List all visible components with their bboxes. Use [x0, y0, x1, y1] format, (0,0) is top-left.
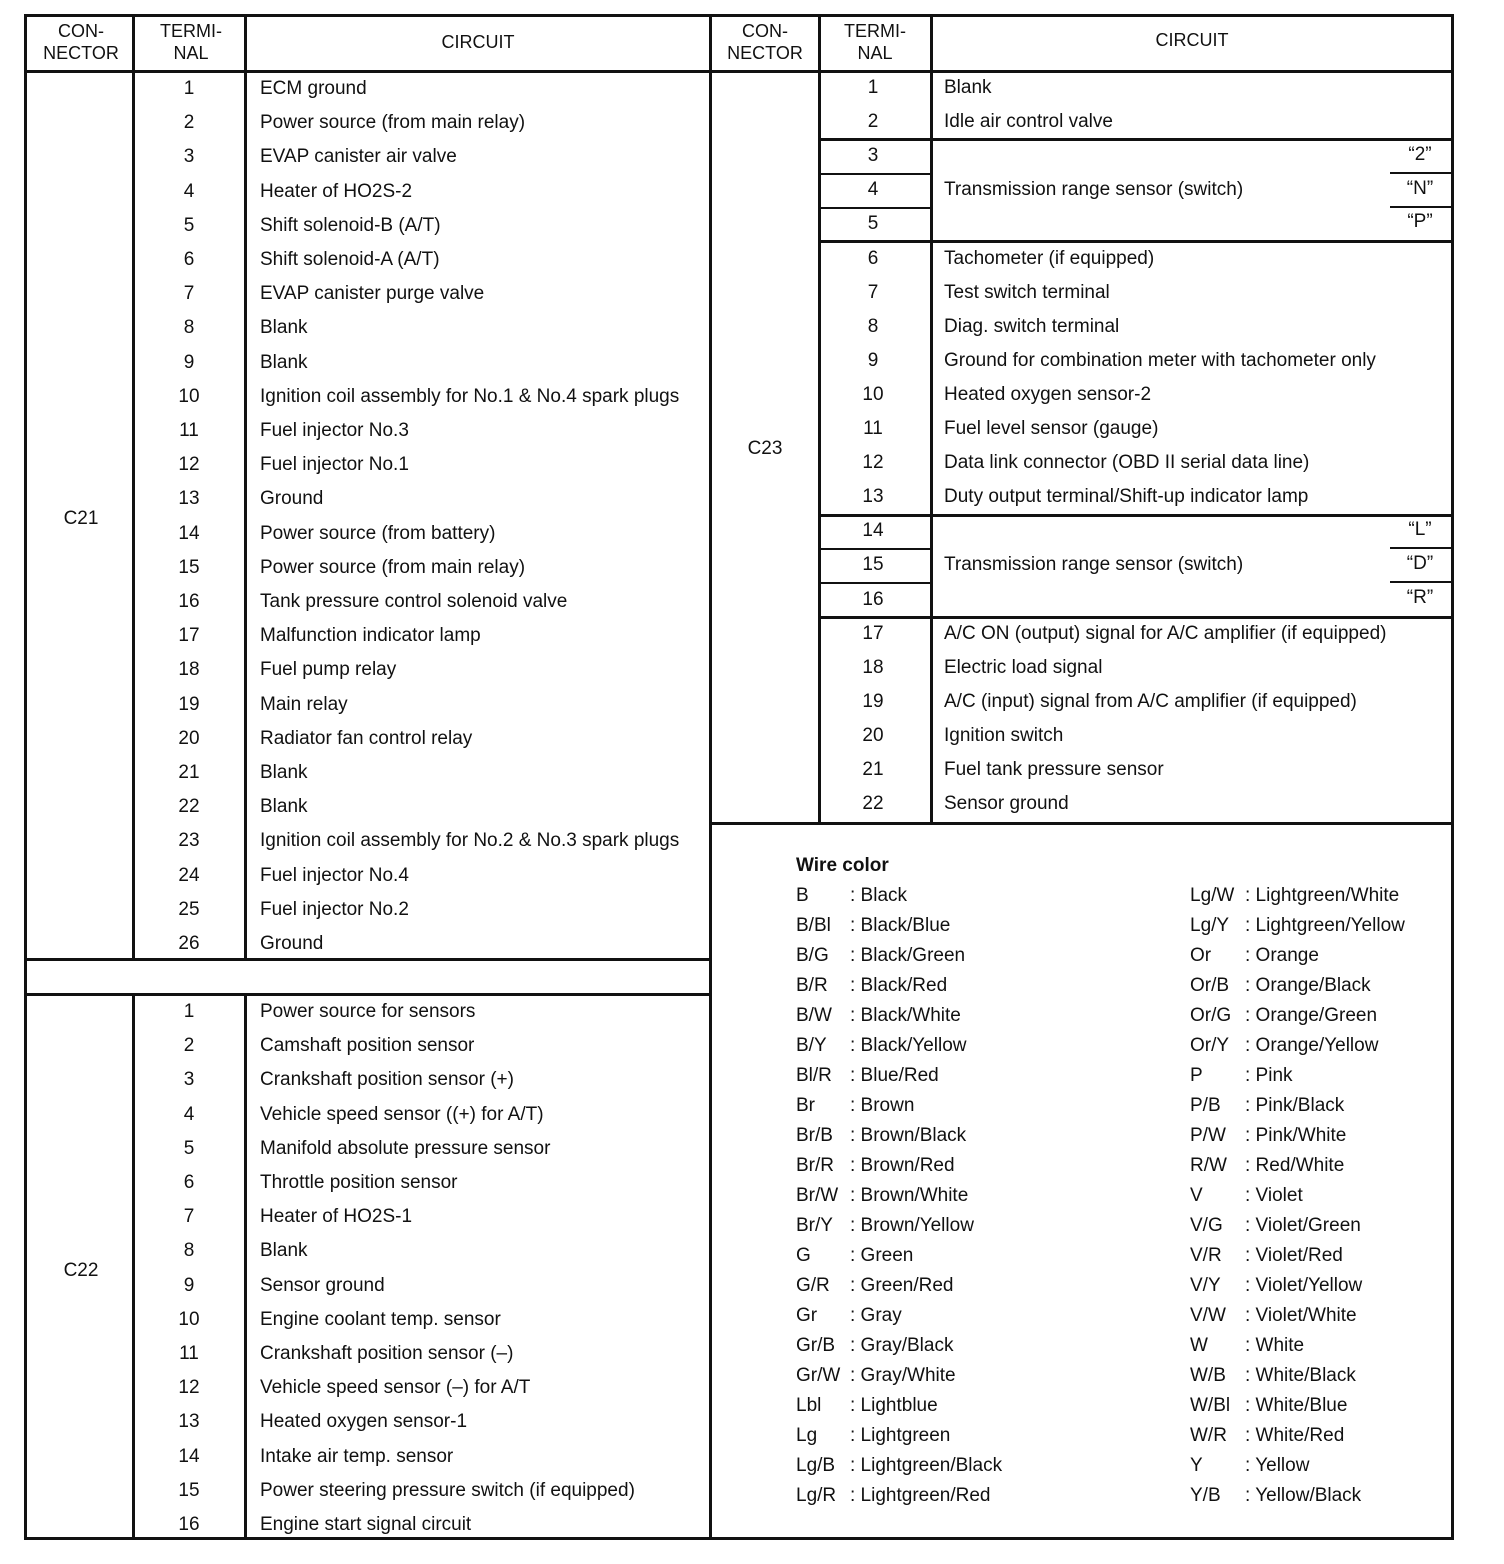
circuit-name: Sensor ground — [944, 793, 1069, 814]
table-row — [136, 1440, 706, 1474]
circuit-name: EVAP canister purge valve — [260, 283, 485, 304]
terminal-number: 16 — [178, 591, 200, 612]
terminal-number: 18 — [862, 657, 884, 678]
table-row — [820, 173, 1450, 207]
terminal-number: 15 — [178, 557, 200, 578]
terminal-number: 12 — [178, 1377, 200, 1398]
wire-color-code: P/B — [1190, 1095, 1221, 1116]
wire-color-code: Or — [1190, 945, 1212, 966]
circuit-name: Intake air temp. sensor — [260, 1446, 454, 1467]
terminal-number: 8 — [183, 1240, 195, 1261]
circuit-name: Blank — [944, 77, 992, 98]
circuit-name: EVAP canister air valve — [260, 146, 457, 167]
table-row — [136, 414, 706, 448]
wire-color-name: : Brown/Red — [850, 1155, 955, 1176]
circuit-name: Crankshaft position sensor (–) — [260, 1343, 514, 1364]
left-circuit-header: CIRCUIT — [441, 32, 515, 52]
terminal-number: 11 — [179, 1343, 199, 1364]
circuit-name: Fuel injector No.4 — [260, 865, 409, 886]
wire-color-name: : Gray — [850, 1305, 902, 1326]
wire-color-code: B/Y — [796, 1035, 827, 1056]
terminal-number: 26 — [178, 933, 200, 954]
circuit-name: Power source (from main relay) — [260, 557, 526, 578]
wire-color-name: : Pink/Black — [1245, 1095, 1345, 1116]
circuit-name: Power steering pressure switch (if equipped) — [260, 1480, 635, 1501]
circuit-name: Heated oxygen sensor-1 — [260, 1411, 468, 1432]
terminal-number: 11 — [179, 420, 199, 441]
table-row — [136, 893, 706, 927]
table-row — [820, 548, 1450, 582]
wire-color-code: V/G — [1190, 1215, 1223, 1236]
table-row — [136, 551, 706, 585]
wire-color-code: Lg — [796, 1425, 818, 1446]
circuit-name: Malfunction indicator lamp — [260, 625, 481, 646]
circuit-name: Idle air control valve — [944, 111, 1113, 132]
circuit-name: Main relay — [260, 694, 348, 715]
table-row — [136, 1132, 706, 1166]
wire-color-name: : Brown/Black — [850, 1125, 967, 1146]
circuit-name: Engine coolant temp. sensor — [260, 1309, 501, 1330]
circuit-name: Test switch terminal — [944, 282, 1110, 303]
table-row — [136, 1337, 706, 1371]
table-row — [136, 824, 706, 858]
terminal-number: 14 — [178, 523, 200, 544]
circuit-name: Heater of HO2S-2 — [260, 181, 413, 202]
circuit-name: Radiator fan control relay — [260, 728, 473, 749]
terminal-number: 2 — [183, 1035, 195, 1056]
table-row — [136, 619, 706, 653]
wire-color-name: : Pink — [1245, 1065, 1293, 1086]
wire-color-code: R/W — [1190, 1155, 1227, 1176]
table-row — [820, 480, 1450, 514]
table-row — [820, 344, 1450, 378]
circuit-name: Sensor ground — [260, 1275, 385, 1296]
terminal-number: 3 — [183, 146, 195, 167]
circuit-name: Ignition switch — [944, 725, 1064, 746]
wire-color-code: W/B — [1190, 1365, 1226, 1386]
terminal-number: 13 — [862, 486, 884, 507]
wire-color-name: : Orange/Black — [1245, 975, 1371, 996]
wire-color-name: : Brown — [850, 1095, 915, 1116]
circuit-name: Ground for combination meter with tachometer only — [944, 350, 1376, 371]
terminal-number: 3 — [183, 1069, 195, 1090]
wire-color-name: : Violet/Yellow — [1245, 1275, 1363, 1296]
table-row — [136, 1029, 706, 1063]
terminal-number: 12 — [862, 452, 884, 473]
circuit-name: A/C ON (output) signal for A/C amplifier (if equipped) — [944, 623, 1387, 644]
wire-color-name: : Lightgreen/White — [1245, 885, 1400, 906]
table-row — [136, 311, 706, 345]
wire-color-code: V/R — [1190, 1245, 1222, 1266]
table-row — [136, 790, 706, 824]
terminal-number: 5 — [867, 213, 879, 234]
table-row — [820, 207, 1450, 241]
terminal-number: 9 — [183, 352, 195, 373]
circuit-name: Blank — [260, 317, 308, 338]
terminal-number: 4 — [183, 181, 195, 202]
table-row — [136, 209, 706, 243]
table-row — [136, 106, 706, 140]
table-row — [136, 859, 706, 893]
table-row — [136, 995, 706, 1029]
circuit-name: Power source for sensors — [260, 1001, 476, 1022]
table-row — [136, 722, 706, 756]
terminal-number: 25 — [178, 899, 200, 920]
table-row — [820, 685, 1450, 719]
terminal-number: 10 — [862, 384, 884, 405]
wire-color-name: : Black/Yellow — [850, 1035, 967, 1056]
table-row — [136, 1063, 706, 1097]
circuit-name: A/C (input) signal from A/C amplifier (if equipped) — [944, 691, 1357, 712]
circuit-name: Tank pressure control solenoid valve — [260, 591, 568, 612]
table-row — [136, 448, 706, 482]
terminal-number: 20 — [178, 728, 200, 749]
table-row — [136, 653, 706, 687]
wire-color-name: : Green/Red — [850, 1275, 954, 1296]
table-row — [820, 71, 1450, 105]
table-row — [820, 617, 1450, 651]
table-row — [136, 1234, 706, 1268]
circuit-name: Throttle position sensor — [260, 1172, 458, 1193]
circuit-name: Ignition coil assembly for No.1 & No.4 spark plugs — [260, 386, 680, 407]
wire-color-name: : Lightgreen/Red — [850, 1485, 991, 1506]
c23-bottom-rule — [709, 822, 1454, 825]
terminal-number: 17 — [862, 623, 884, 644]
terminal-number: 17 — [178, 625, 200, 646]
terminal-number: 10 — [178, 1309, 200, 1330]
circuit-name: Blank — [260, 796, 308, 817]
circuit-name: Diag. switch terminal — [944, 316, 1120, 337]
circuit-name: Engine start signal circuit — [260, 1514, 472, 1535]
wire-color-code: Or/B — [1190, 975, 1230, 996]
table-row — [820, 412, 1450, 446]
terminal-number: 13 — [178, 488, 200, 509]
wire-color-code: Gr — [796, 1305, 818, 1326]
wire-color-code: Br/Y — [796, 1215, 833, 1236]
terminal-number: 15 — [862, 554, 884, 575]
terminal-number: 22 — [178, 796, 200, 817]
circuit-name: Data link connector (OBD II serial data line) — [944, 452, 1310, 473]
table-row — [136, 1405, 706, 1439]
wire-color-code: V/W — [1190, 1305, 1226, 1326]
terminal-number: 15 — [178, 1480, 200, 1501]
gear-label-d: “D” — [1406, 553, 1434, 574]
gear-label-l: “L” — [1408, 519, 1432, 540]
table-row — [820, 446, 1450, 480]
terminal-number: 2 — [183, 112, 195, 133]
table-row — [136, 175, 706, 209]
left-col-divider-1 — [132, 14, 135, 960]
wire-color-name: : Lightblue — [850, 1395, 938, 1416]
circuit-name: Fuel injector No.1 — [260, 454, 409, 475]
table-row — [136, 482, 706, 516]
terminal-number: 7 — [183, 283, 195, 304]
wire-color-code: Gr/B — [796, 1335, 836, 1356]
wire-color-name: : Violet/White — [1245, 1305, 1357, 1326]
wire-color-name: : White/Black — [1245, 1365, 1356, 1386]
terminal-number: 24 — [178, 865, 200, 886]
circuit-name: Vehicle speed sensor (–) for A/T — [260, 1377, 531, 1398]
terminal-number: 3 — [867, 145, 879, 166]
connector-c21-label: C21 — [63, 508, 99, 529]
table-row — [136, 346, 706, 380]
wire-color-code: B/G — [796, 945, 829, 966]
wire-color-code: Br/B — [796, 1125, 833, 1146]
circuit-name: Tachometer (if equipped) — [944, 248, 1155, 269]
wire-color-code: Lg/B — [796, 1455, 836, 1476]
terminal-number: 6 — [183, 249, 195, 270]
circuit-name: Ground — [260, 933, 324, 954]
terminal-number: 19 — [178, 694, 200, 715]
terminal-number: 6 — [183, 1172, 195, 1193]
wire-color-name: : Violet — [1245, 1185, 1303, 1206]
terminal-number: 5 — [183, 1138, 195, 1159]
table-row — [820, 514, 1450, 548]
wire-color-code: Br/W — [796, 1185, 839, 1206]
terminal-number: 9 — [867, 350, 879, 371]
gear-label-r: “R” — [1406, 587, 1434, 608]
terminal-number: 23 — [178, 830, 200, 851]
terminal-number: 8 — [183, 317, 195, 338]
circuit-name: Fuel injector No.2 — [260, 899, 409, 920]
terminal-number: 2 — [867, 111, 879, 132]
table-row — [820, 310, 1450, 344]
wire-color-name: : Orange/Yellow — [1245, 1035, 1379, 1056]
circuit-name: ECM ground — [260, 78, 367, 99]
wire-color-code: Bl/R — [796, 1065, 832, 1086]
wire-color-name: : Black/Blue — [850, 915, 951, 936]
table-row — [820, 651, 1450, 685]
connector-c23-label: C23 — [747, 438, 783, 459]
terminal-number: 1 — [183, 78, 195, 99]
table-row — [820, 787, 1450, 821]
table-row — [820, 719, 1450, 753]
circuit-name: Power source (from main relay) — [260, 112, 526, 133]
terminal-number: 14 — [178, 1446, 200, 1467]
table-row — [820, 105, 1450, 139]
circuit-name: Shift solenoid-B (A/T) — [260, 215, 441, 236]
terminal-number: 5 — [183, 215, 195, 236]
table-row — [136, 140, 706, 174]
circuit-name: Camshaft position sensor — [260, 1035, 475, 1056]
circuit-name: Ground — [260, 488, 324, 509]
table-row — [136, 1371, 706, 1405]
table-row — [136, 277, 706, 311]
table-row — [136, 1200, 706, 1234]
left-connector-header: CON- NECTOR — [43, 21, 119, 63]
table-row — [136, 1508, 706, 1542]
terminal-number: 8 — [867, 316, 879, 337]
gear-label-2: “2” — [1408, 144, 1432, 165]
gear-label-n: “N” — [1406, 178, 1434, 199]
wire-color-code: B/W — [796, 1005, 832, 1026]
wire-color-code: B/R — [796, 975, 828, 996]
table-row — [136, 380, 706, 414]
table-row — [820, 378, 1450, 412]
circuit-name: Ignition coil assembly for No.2 & No.3 spark plugs — [260, 830, 680, 851]
wire-color-name: : Blue/Red — [850, 1065, 939, 1086]
wire-color-code: B — [796, 885, 809, 906]
terminal-number: 1 — [867, 77, 879, 98]
wire-color-name: : Yellow — [1245, 1455, 1310, 1476]
wire-color-name: : White/Blue — [1245, 1395, 1348, 1416]
wire-color-code: W — [1190, 1335, 1208, 1356]
wire-color-name: : Orange/Green — [1245, 1005, 1378, 1026]
right-circuit-header: CIRCUIT — [1155, 30, 1229, 50]
wire-color-name: : Lightgreen/Yellow — [1245, 915, 1405, 936]
wire-color-name: : Yellow/Black — [1245, 1485, 1362, 1506]
table-row — [820, 753, 1450, 787]
terminal-number: 18 — [178, 659, 200, 680]
terminal-number: 10 — [178, 386, 200, 407]
circuit-name: Duty output terminal/Shift-up indicator lamp — [944, 486, 1309, 507]
wire-color-code: Lg/Y — [1190, 915, 1230, 936]
left-terminal-header: TERMI- NAL — [160, 21, 222, 63]
terminal-number: 14 — [862, 520, 884, 541]
terminal-number: 21 — [862, 759, 884, 780]
circuit-name: Transmission range sensor (switch) — [944, 179, 1244, 200]
right-terminal-header: TERMI- NAL — [844, 21, 906, 63]
circuit-name: Vehicle speed sensor ((+) for A/T) — [260, 1104, 544, 1125]
wire-color-code: Or/Y — [1190, 1035, 1230, 1056]
wire-color-code: B/Bl — [796, 915, 831, 936]
wire-color-code: Br/R — [796, 1155, 834, 1176]
terminal-number: 16 — [862, 589, 884, 610]
circuit-name: Fuel level sensor (gauge) — [944, 418, 1159, 439]
terminal-number: 9 — [183, 1275, 195, 1296]
wire-color-name: : Gray/White — [850, 1365, 956, 1386]
circuit-name: Blank — [260, 762, 308, 783]
wire-color-title: Wire color — [796, 855, 889, 876]
wire-color-code: Lbl — [796, 1395, 822, 1416]
table-row — [136, 243, 706, 277]
terminal-number: 12 — [178, 454, 200, 475]
circuit-name: Fuel tank pressure sensor — [944, 759, 1164, 780]
table-row — [136, 517, 706, 551]
wire-color-name: : White/Red — [1245, 1425, 1345, 1446]
wire-color-code: P/W — [1190, 1125, 1226, 1146]
wire-color-name: : Black — [850, 885, 908, 906]
wire-color-name: : Brown/Yellow — [850, 1215, 974, 1236]
wire-color-name: : Black/Red — [850, 975, 948, 996]
circuit-name: Crankshaft position sensor (+) — [260, 1069, 514, 1090]
table-row — [136, 585, 706, 619]
circuit-name: Blank — [260, 352, 308, 373]
circuit-name: Electric load signal — [944, 657, 1103, 678]
terminal-number: 20 — [862, 725, 884, 746]
wire-color-name: : Lightgreen/Black — [850, 1455, 1003, 1476]
wire-color-name: : Violet/Green — [1245, 1215, 1361, 1236]
table-row — [820, 583, 1450, 617]
table-row — [820, 242, 1450, 276]
table-row — [136, 1269, 706, 1303]
wire-color-name: : White — [1245, 1335, 1305, 1356]
gear-label-p: “P” — [1407, 211, 1433, 232]
table-row — [136, 927, 706, 961]
right-connector-header: CON- NECTOR — [727, 21, 803, 63]
terminal-number: 7 — [867, 282, 879, 303]
terminal-number: 13 — [178, 1411, 200, 1432]
wire-color-code: V — [1190, 1185, 1203, 1206]
table-row — [136, 1098, 706, 1132]
terminal-number: 19 — [862, 691, 884, 712]
terminal-number: 4 — [867, 179, 879, 200]
circuit-name: Power source (from battery) — [260, 523, 496, 544]
table-row — [136, 72, 706, 106]
wire-color-code: W/R — [1190, 1425, 1227, 1446]
wire-color-code: Lg/W — [1190, 885, 1235, 906]
circuit-name: Blank — [260, 1240, 308, 1261]
circuit-name: Heated oxygen sensor-2 — [944, 384, 1152, 405]
circuit-name: Transmission range sensor (switch) — [944, 554, 1244, 575]
wire-color-code: W/Bl — [1190, 1395, 1231, 1416]
wire-color-name: : Lightgreen — [850, 1425, 951, 1446]
wire-color-name: : Red/White — [1245, 1155, 1345, 1176]
table-row — [820, 139, 1450, 173]
wire-color-code: Br — [796, 1095, 815, 1116]
wire-color-name: : Black/White — [850, 1005, 961, 1026]
wire-color-code: G — [796, 1245, 811, 1266]
circuit-name: Fuel injector No.3 — [260, 420, 409, 441]
table-row — [136, 756, 706, 790]
wire-color-code: V/Y — [1190, 1275, 1221, 1296]
wire-color-code: Y/B — [1190, 1485, 1221, 1506]
terminal-number: 6 — [867, 248, 879, 269]
terminal-number: 7 — [183, 1206, 195, 1227]
wire-color-code: Y — [1190, 1455, 1203, 1476]
table-row — [136, 1474, 706, 1508]
circuit-name: Manifold absolute pressure sensor — [260, 1138, 551, 1159]
wire-color-name: : Green — [850, 1245, 914, 1266]
wire-color-name: : Pink/White — [1245, 1125, 1347, 1146]
terminal-number: 11 — [863, 418, 883, 439]
terminal-number: 4 — [183, 1104, 195, 1125]
wire-color-code: Lg/R — [796, 1485, 837, 1506]
wire-color-name: : Black/Green — [850, 945, 966, 966]
terminal-number: 16 — [178, 1514, 200, 1535]
wire-color-code: P — [1190, 1065, 1203, 1086]
table-row — [136, 688, 706, 722]
circuit-name: Heater of HO2S-1 — [260, 1206, 413, 1227]
table-row — [820, 276, 1450, 310]
connector-c22-label: C22 — [63, 1260, 99, 1281]
wire-color-name: : Orange — [1245, 945, 1319, 966]
table-row — [136, 1303, 706, 1337]
wire-color-name: : Violet/Red — [1245, 1245, 1343, 1266]
wire-color-name: : Gray/Black — [850, 1335, 954, 1356]
wire-color-code: Or/G — [1190, 1005, 1232, 1026]
wire-color-code: G/R — [796, 1275, 830, 1296]
wire-color-code: Gr/W — [796, 1365, 841, 1386]
circuit-name: Shift solenoid-A (A/T) — [260, 249, 440, 270]
terminal-number: 21 — [178, 762, 200, 783]
terminal-number: 22 — [862, 793, 884, 814]
terminal-number: 1 — [183, 1001, 195, 1022]
wire-color-name: : Brown/White — [850, 1185, 969, 1206]
table-row — [136, 1166, 706, 1200]
circuit-name: Fuel pump relay — [260, 659, 397, 680]
